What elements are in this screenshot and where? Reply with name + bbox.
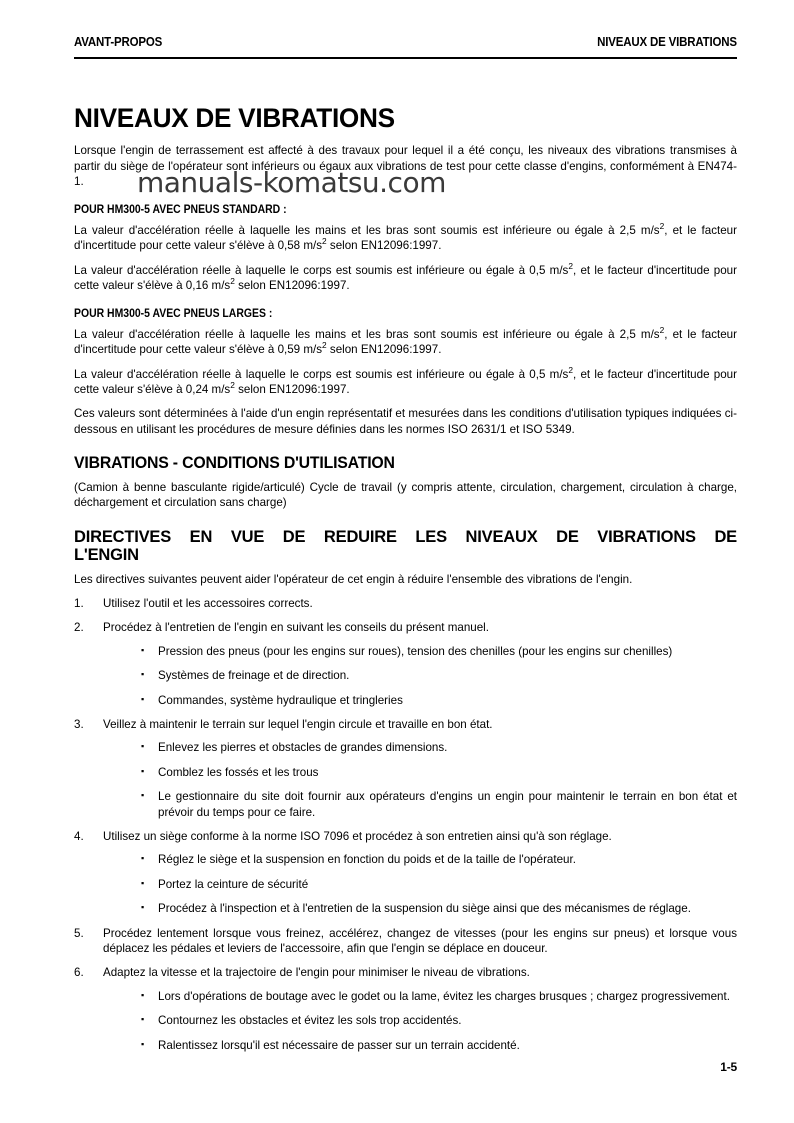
bullet-text: Comblez les fossés et les trous	[158, 765, 319, 779]
list-item	[103, 693, 737, 708]
step-number: 6.	[74, 966, 84, 980]
list-item	[103, 877, 737, 892]
wide-body-exponent-1: 2	[568, 364, 573, 375]
step-sublist	[103, 989, 737, 1053]
bullet-icon: ▪	[141, 902, 145, 913]
directives-step-list	[74, 596, 737, 1053]
step-number: 1.	[74, 596, 84, 610]
bullet-icon: ▪	[141, 877, 145, 888]
wide-body-exponent-2: 2	[230, 380, 235, 391]
heading-vibrations-conditions: VIBRATIONS - CONDITIONS D'UTILISATION	[74, 454, 395, 473]
body-area	[74, 104, 737, 1062]
heading-directives	[74, 528, 737, 565]
bullet-text: Ralentissez lorsqu'il est nécessaire de passer sur un terrain accidenté.	[158, 1038, 520, 1052]
list-item	[103, 989, 737, 1004]
step-sublist	[103, 852, 737, 916]
standard-hands-arms-pre: La valeur d'accélération réelle à laquelle les mains et les bras sont soumis est inférieure ou égale à 2,5 m/s	[74, 223, 660, 237]
bullet-text: Pression des pneus (pour les engins sur roues), tension des chenilles (pour les engins sur chenilles)	[158, 644, 673, 658]
intro-paragraph: Lorsque l'engin de terrassement est affecté à des travaux pour lequel il a été conçu, les niveaux des vibrations transmises à partir du siège de l'opérateur sont inférieurs ou égaux aux vibrations de test pour cette classe d'engins, conformément à EN474-1.	[74, 144, 737, 189]
wide-hands-arms-mid: , et le facteur d'incertitude pour cette valeur s'élève à 0,59 m/s	[74, 327, 737, 357]
wide-hands-arms-exponent-1: 2	[659, 324, 665, 335]
wide-body-pre: La valeur d'accélération réelle à laquelle le corps est soumis est inférieure ou égale à 0,5 m/s	[74, 367, 569, 381]
page-content	[74, 0, 737, 1123]
list-item	[74, 926, 737, 957]
standard-body-pre: La valeur d'accélération réelle à laquelle le corps est soumis est inférieure ou égale à 0,5 m/s	[74, 263, 569, 277]
step-text: Utilisez l'outil et les accessoires corrects.	[103, 596, 313, 610]
bullet-text: Systèmes de freinage et de direction.	[158, 669, 350, 683]
step-text: Adaptez la vitesse et la trajectoire de l'engin pour minimiser le niveau de vibrations.	[103, 966, 530, 980]
subheading-standard-tyres: POUR HM300-5 AVEC PNEUS STANDARD :	[74, 202, 287, 216]
directives-intro-paragraph: Les directives suivantes peuvent aider l'opérateur de cet engin à réduire l'ensemble des vibrations de l'engin.	[74, 572, 633, 586]
bullet-icon: ▪	[141, 1038, 145, 1049]
wide-hands-arms-exponent-2: 2	[322, 340, 327, 351]
step-text: Procédez lentement lorsque vous freinez, accélérez, changez de vitesses (pour les engins sur pneus) et lorsque vous déplacez les pédales et leviers de l'accessoire, afin que l'engin se déplace en douceur.	[103, 926, 737, 955]
step-number: 4.	[74, 829, 84, 843]
bullet-text: Commandes, système hydraulique et tringleries	[158, 693, 403, 707]
standard-body-paragraph	[74, 260, 737, 294]
list-item	[103, 740, 737, 755]
bullet-text: Enlevez les pierres et obstacles de grandes dimensions.	[158, 741, 448, 755]
step-number: 3.	[74, 717, 84, 731]
bullet-icon: ▪	[141, 1014, 145, 1025]
list-item	[74, 965, 737, 1053]
page-title: NIVEAUX DE VIBRATIONS	[74, 103, 395, 133]
standard-body-post: selon EN12096:1997.	[234, 279, 350, 293]
list-item	[103, 668, 737, 683]
step-sublist	[103, 740, 737, 820]
step-number: 5.	[74, 926, 84, 940]
step-text: Veillez à maintenir le terrain sur lequel l'engin circule et travaille en bon état.	[103, 717, 493, 731]
list-item	[103, 852, 737, 867]
bullet-icon: ▪	[141, 693, 145, 704]
bullet-text: Portez la ceinture de sécurité	[158, 877, 309, 891]
list-item	[74, 620, 737, 708]
standard-hands-arms-exponent-1: 2	[659, 221, 665, 232]
list-item	[103, 901, 737, 916]
list-item	[74, 596, 737, 611]
bullet-text: Lors d'opérations de boutage avec le godet ou la lame, évitez les charges brusques ; chargez progressivement.	[158, 989, 730, 1003]
header-divider-rule	[74, 57, 737, 59]
wide-hands-arms-pre: La valeur d'accélération réelle à laquelle les mains et les bras sont soumis est inférieure ou égale à 2,5 m/s	[74, 327, 660, 341]
bullet-icon: ▪	[141, 765, 145, 776]
standard-body-exponent-1: 2	[568, 260, 573, 271]
header-section-label: NIVEAUX DE VIBRATIONS	[597, 35, 737, 49]
bullet-icon: ▪	[141, 669, 145, 680]
standard-hands-arms-exponent-2: 2	[322, 236, 327, 247]
header-chapter-label: AVANT-PROPOS	[74, 35, 163, 49]
watermark-text: manuals-komatsu.com	[137, 166, 446, 199]
bullet-text: Le gestionnaire du site doit fournir aux opérateurs d'engins un engin pour maintenir le terrain en bon état et prévoir du temps pour ce faire.	[158, 790, 737, 819]
wide-hands-arms-paragraph	[74, 324, 737, 358]
list-item	[103, 1013, 737, 1028]
list-item	[74, 829, 737, 917]
standard-hands-arms-paragraph	[74, 223, 737, 254]
bullet-icon: ▪	[141, 989, 145, 1000]
bullet-icon: ▪	[141, 790, 145, 801]
page-number: 1-5	[720, 1060, 737, 1074]
heading-directives-line2: L'ENGIN	[74, 546, 139, 565]
bullet-icon: ▪	[141, 853, 145, 864]
step-number: 2.	[74, 621, 84, 635]
page-footer	[74, 1060, 737, 1074]
wide-body-post: selon EN12096:1997.	[234, 383, 350, 397]
list-item	[103, 644, 737, 659]
wide-body-paragraph	[74, 364, 737, 398]
running-header	[74, 36, 737, 49]
standard-body-mid: , et le facteur d'incertitude pour cette valeur s'élève à 0,16 m/s	[74, 263, 737, 293]
measurement-note-paragraph: Ces valeurs sont déterminées à l'aide d'un engin représentatif et mesurées dans les conditions d'utilisation typiques indiquées ci-dessous en utilisant les procédures de mesure définies dans les normes ISO 2631/1 et ISO 5349.	[74, 407, 737, 436]
wide-hands-arms-post: selon EN12096:1997.	[326, 343, 442, 357]
list-item	[103, 1038, 737, 1053]
bullet-text: Réglez le siège et la suspension en fonction du poids et de la taille de l'opérateur.	[158, 853, 576, 867]
step-text: Utilisez un siège conforme à la norme ISO 7096 et procédez à son entretien ainsi qu'à son réglage.	[103, 829, 612, 843]
step-text: Procédez à l'entretien de l'engin en suivant les conseils du présent manuel.	[103, 621, 489, 635]
bullet-text: Contournez les obstacles et évitez les sols trop accidentés.	[158, 1014, 462, 1028]
standard-hands-arms-post: selon EN12096:1997.	[326, 239, 442, 253]
bullet-text: Procédez à l'inspection et à l'entretien de la suspension du siège ainsi que des mécanismes de réglage.	[158, 902, 691, 916]
list-item	[103, 765, 737, 780]
standard-hands-arms-mid: , et le facteur d'incertitude pour cette valeur s'élève à 0,58 m/s	[74, 223, 737, 253]
standard-body-exponent-2: 2	[230, 276, 235, 287]
list-item	[103, 789, 737, 820]
list-item	[74, 717, 737, 820]
wide-body-mid: , et le facteur d'incertitude pour cette valeur s'élève à 0,24 m/s	[74, 367, 737, 397]
step-sublist	[103, 644, 737, 708]
heading-directives-line1: DIRECTIVES EN VUE DE REDUIRE LES NIVEAUX DE VIBRATIONS DE	[74, 527, 737, 546]
conditions-paragraph: (Camion à benne basculante rigide/articulé) Cycle de travail (y compris attente, circulation, chargement, circulation à charge, déchargement et circulation sans charge)	[74, 480, 737, 510]
subheading-wide-tyres: POUR HM300-5 AVEC PNEUS LARGES :	[74, 306, 273, 320]
bullet-icon: ▪	[141, 741, 145, 752]
bullet-icon: ▪	[141, 644, 145, 655]
